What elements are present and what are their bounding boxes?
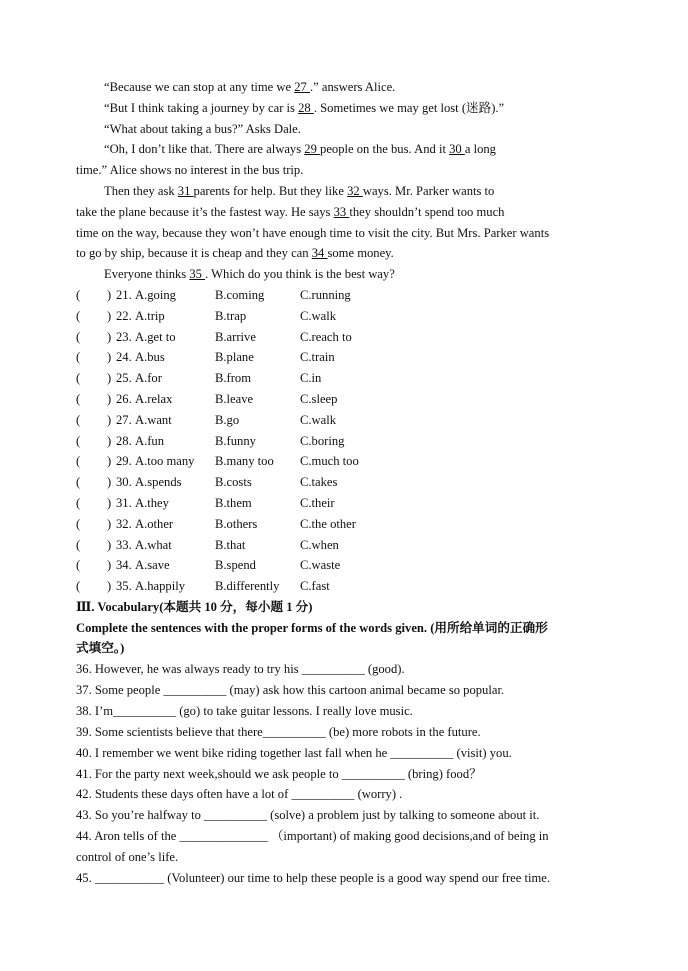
question-number: 32. [116, 517, 132, 531]
answer-paren-close: ) [107, 392, 112, 406]
option-a: A.fun [135, 434, 165, 448]
option-b: B.many too [215, 454, 274, 468]
answer-paren-open: ( [76, 309, 81, 323]
option-b: B.that [215, 538, 246, 552]
option-b: B.funny [215, 434, 256, 448]
passage-line-7 [76, 204, 504, 220]
passage-text: parents for help. But they like [193, 184, 348, 198]
vocab-line: 44. Aron tells of the ______________ （important) of making good decisions,and of being in [76, 829, 549, 843]
option-b: B.go [215, 413, 240, 427]
blank-30: 30 [449, 142, 465, 156]
question-number: 22. [116, 309, 132, 323]
passage-text: . Sometimes we may get lost (迷路).” [313, 101, 505, 115]
passage-text: they shouldn’t spend too much [349, 205, 505, 219]
answer-paren-close: ) [107, 371, 112, 385]
option-b: B.others [215, 517, 258, 531]
passage-text: a long [464, 142, 496, 156]
option-a: A.they [135, 496, 169, 510]
vocab-line: 38. I’m__________ (go) to take guitar lessons. I really love music. [76, 704, 413, 718]
option-c: C.their [300, 496, 335, 510]
passage-line-10 [104, 266, 395, 282]
option-c: C.fast [300, 579, 330, 593]
answer-paren-close: ) [107, 350, 112, 364]
blank-35: 35 [189, 267, 206, 281]
question-number: 31. [116, 496, 132, 510]
option-c: C.running [300, 288, 351, 302]
option-b: B.spend [215, 558, 256, 572]
answer-paren-open: ( [76, 288, 81, 302]
vocab-line: control of one’s life. [76, 850, 179, 864]
option-a: A.too many [135, 454, 195, 468]
option-c: C.the other [300, 517, 356, 531]
section-heading: Ⅲ. Vocabulary(本题共 10 分，每小题 1 分) [76, 600, 313, 614]
answer-paren-open: ( [76, 538, 81, 552]
blank-33: 33 [333, 205, 350, 219]
answer-paren-close: ) [107, 309, 112, 323]
option-b: B.differently [215, 579, 280, 593]
vocab-line: 43. So you’re halfway to __________ (solve) a problem just by talking to someone about it. [76, 808, 540, 822]
option-a: A.save [135, 558, 170, 572]
vocab-line: 37. Some people __________ (may) ask how this cartoon animal became so popular. [76, 683, 505, 697]
passage-text: to go by ship, because it is cheap and they can [76, 246, 312, 260]
option-c: C.much too [300, 454, 359, 468]
answer-paren-open: ( [76, 475, 81, 489]
option-a: A.relax [135, 392, 173, 406]
vocab-line: 36. However, he was always ready to try his __________ (good). [76, 662, 405, 676]
answer-paren-close: ) [107, 475, 112, 489]
answer-paren-open: ( [76, 413, 81, 427]
passage-text: people on the bus. And it [320, 142, 450, 156]
option-a: A.what [135, 538, 172, 552]
answer-paren-close: ) [107, 558, 112, 572]
option-c: C.waste [300, 558, 341, 572]
blank-32: 32 [347, 184, 363, 198]
section-instruction: Complete the sentences with the proper forms of the words given. (用所给单词的正确形 [76, 621, 548, 635]
question-number: 33. [116, 538, 132, 552]
blank-29: 29 [304, 142, 321, 156]
option-b: B.arrive [215, 330, 256, 344]
option-c: C.train [300, 350, 335, 364]
option-b: B.costs [215, 475, 252, 489]
option-b: B.coming [215, 288, 265, 302]
option-a: A.trip [135, 309, 165, 323]
question-number: 26. [116, 392, 132, 406]
option-a: A.bus [135, 350, 165, 364]
passage-text: Everyone thinks [104, 267, 190, 281]
answer-paren-close: ) [107, 579, 112, 593]
passage-line-9 [76, 245, 394, 261]
passage-text: time.” Alice shows no interest in the bus trip. [76, 163, 304, 177]
option-c: C.walk [300, 309, 337, 323]
answer-paren-open: ( [76, 371, 81, 385]
answer-paren-close: ) [107, 454, 112, 468]
answer-paren-close: ) [107, 517, 112, 531]
passage-text: time on the way, because they won’t have enough time to visit the city. But Mrs. Parker wants [76, 226, 550, 240]
option-c: C.boring [300, 434, 345, 448]
option-a: A.other [135, 517, 174, 531]
option-c: C.when [300, 538, 339, 552]
answer-paren-open: ( [76, 517, 81, 531]
vocab-line: 41. For the party next week,should we ask people to __________ (bring) food？ [76, 767, 482, 781]
option-a: A.for [135, 371, 162, 385]
option-c: C.takes [300, 475, 338, 489]
answer-paren-open: ( [76, 330, 81, 344]
blank-34: 34 [311, 246, 328, 260]
question-number: 35. [116, 579, 132, 593]
passage-line-5 [76, 162, 303, 178]
blank-27: 27 [294, 80, 310, 94]
answer-paren-open: ( [76, 392, 81, 406]
option-b: B.them [215, 496, 252, 510]
option-b: B.leave [215, 392, 254, 406]
passage-text: ways. Mr. Parker wants to [362, 184, 495, 198]
answer-paren-close: ) [107, 288, 112, 302]
passage-text: “What about taking a bus?” Asks Dale. [104, 122, 301, 136]
option-c: C.sleep [300, 392, 338, 406]
option-c: C.walk [300, 413, 337, 427]
vocab-line: 40. I remember we went bike riding together last fall when he __________ (visit) you. [76, 746, 512, 760]
passage-text: some money. [327, 246, 394, 260]
question-number: 27. [116, 413, 132, 427]
answer-paren-open: ( [76, 454, 81, 468]
option-a: A.get to [135, 330, 176, 344]
question-number: 25. [116, 371, 132, 385]
passage-line-4 [104, 141, 496, 157]
answer-paren-close: ) [107, 413, 112, 427]
option-c: C.in [300, 371, 322, 385]
vocab-line: 42. Students these days often have a lot of __________ (worry) . [76, 787, 403, 801]
question-number: 21. [116, 288, 132, 302]
answer-paren-close: ) [107, 538, 112, 552]
option-a: A.going [135, 288, 176, 302]
question-number: 23. [116, 330, 132, 344]
passage-text: Then they ask [104, 184, 178, 198]
vocab-line: 45. ___________ (Volunteer) our time to help these people is a good way spend our free time. [76, 871, 551, 885]
option-a: A.happily [135, 579, 186, 593]
question-number: 24. [116, 350, 132, 364]
answer-paren-open: ( [76, 496, 81, 510]
question-number: 28. [116, 434, 132, 448]
answer-paren-open: ( [76, 350, 81, 364]
passage-line-1 [104, 79, 395, 95]
option-a: A.want [135, 413, 172, 427]
passage-line-6 [104, 183, 494, 199]
answer-paren-close: ) [107, 434, 112, 448]
passage-line-3 [104, 121, 301, 137]
vocab-line: 39. Some scientists believe that there__________ (be) more robots in the future. [76, 725, 481, 739]
blank-31: 31 [177, 184, 194, 198]
passage-text: “But I think taking a journey by car is [104, 101, 299, 115]
question-number: 29. [116, 454, 132, 468]
answer-paren-open: ( [76, 558, 81, 572]
answer-paren-close: ) [107, 496, 112, 510]
passage-line-8 [76, 225, 549, 241]
option-c: C.reach to [300, 330, 352, 344]
option-b: B.trap [215, 309, 247, 323]
passage-text: .” answers Alice. [309, 80, 396, 94]
option-a: A.spends [135, 475, 182, 489]
passage-text: “Oh, I don’t like that. There are always [104, 142, 305, 156]
passage-line-2 [104, 100, 504, 116]
passage-text: take the plane because it’s the fastest way. He says [76, 205, 334, 219]
blank-28: 28 [298, 101, 314, 115]
section-instruction-cont: 式填空。) [76, 641, 125, 655]
answer-paren-open: ( [76, 434, 81, 448]
option-b: B.from [215, 371, 252, 385]
answer-paren-close: ) [107, 330, 112, 344]
question-number: 30. [116, 475, 132, 489]
option-b: B.plane [215, 350, 254, 364]
passage-text: “Because we can stop at any time we [104, 80, 295, 94]
question-number: 34. [116, 558, 132, 572]
passage-text: . Which do you think is the best way? [205, 267, 395, 281]
answer-paren-open: ( [76, 579, 81, 593]
